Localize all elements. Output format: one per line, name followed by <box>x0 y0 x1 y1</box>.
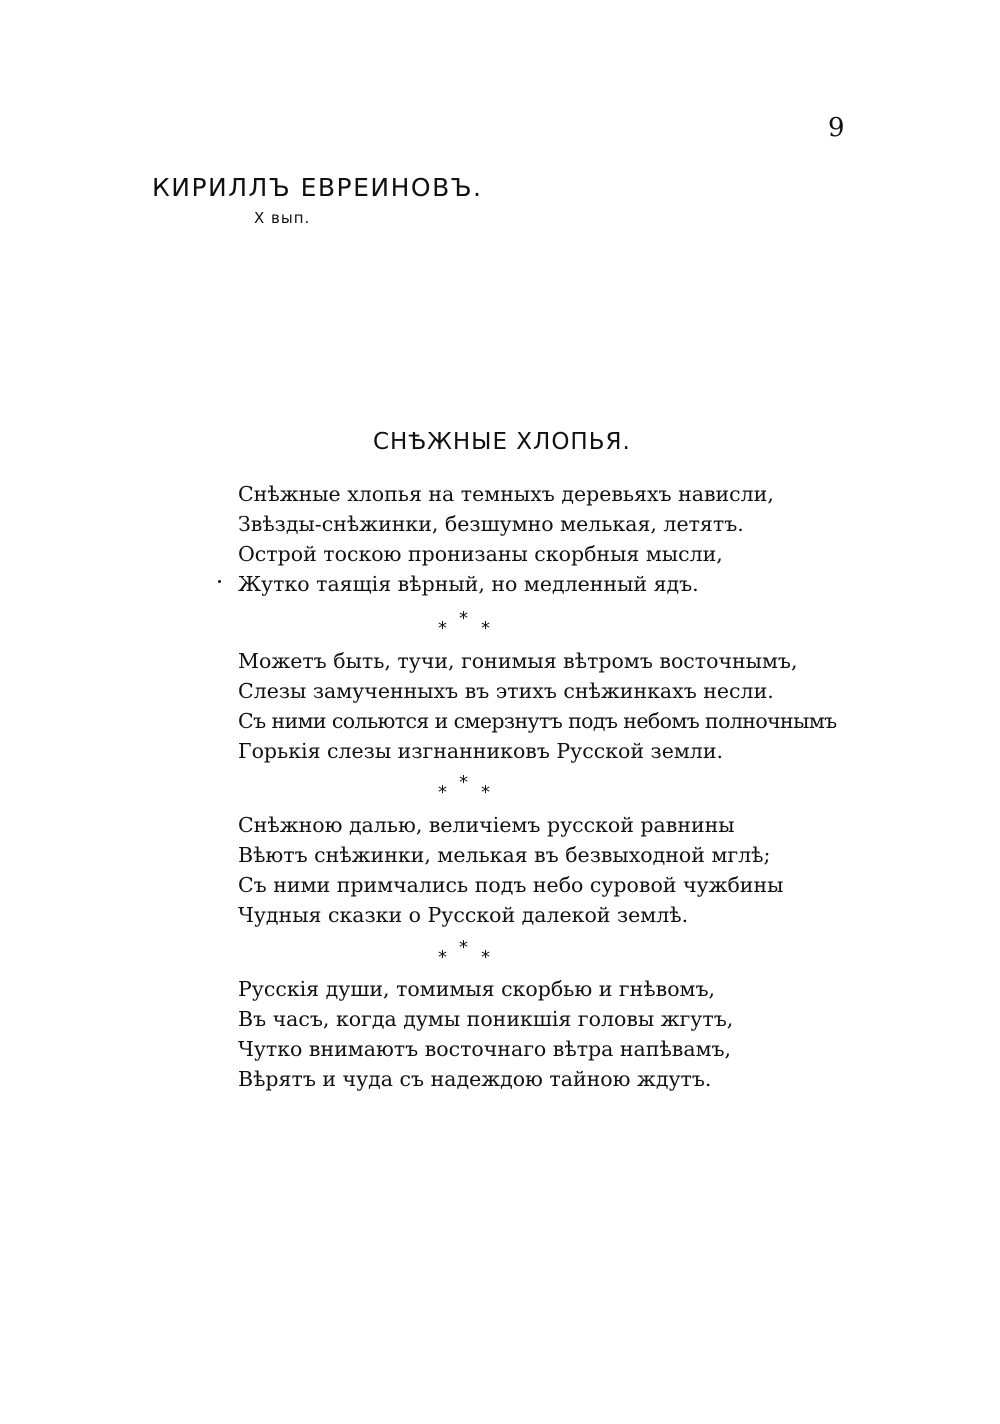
poem-line: Чутко внимаютъ восточнаго вѣтра напѣвамъ, <box>238 1037 732 1061</box>
poem-title: СНѢЖНЫЕ ХЛОПЬЯ. <box>373 429 631 455</box>
stanza-3 <box>238 810 878 930</box>
poem-line: Жутко таящія вѣрный, но медленный ядъ. <box>238 572 699 596</box>
stanza-2 <box>238 646 878 766</box>
stanza-1 <box>238 479 878 599</box>
stanza-4 <box>238 974 878 1094</box>
poem-line: Въ часъ, когда думы поникшія головы жгутъ, <box>238 1007 734 1031</box>
asterism-separator <box>432 937 502 977</box>
asterisk: * <box>459 937 468 958</box>
poem-line: Можетъ быть, тучи, гонимыя вѣтромъ восточнымъ, <box>238 649 798 673</box>
poem-line: Вѣрятъ и чуда съ надеждою тайною ждутъ. <box>238 1067 712 1091</box>
asterisk: * <box>481 782 490 803</box>
author-name: КИРИЛЛЪ ЕВРЕИНОВЪ. <box>152 173 483 202</box>
stray-ink-mark <box>218 580 221 583</box>
poem-line: Острой тоскою пронизаны скорбныя мысли, <box>238 542 723 566</box>
poem-line: Слезы замученныхъ въ этихъ снѣжинкахъ несли. <box>238 679 774 703</box>
asterisk: * <box>459 772 468 793</box>
poem-line: Чудныя сказки о Русской далекой землѣ. <box>238 903 689 927</box>
poem-line: Звѣзды-снѣжинки, безшумно мелькая, летятъ. <box>238 512 744 536</box>
poem-line: Съ ними примчались подъ небо суровой чужбины <box>238 873 784 897</box>
poem-line: Съ ними сольются и смерзнутъ подъ небомъ полночнымъ <box>238 709 837 733</box>
poem-line: Русскія души, томимыя скорбью и гнѣвомъ, <box>238 977 716 1001</box>
poem-line: Вѣютъ снѣжинки, мелькая въ безвыходной мглѣ; <box>238 843 771 867</box>
poem-line: Снѣжные хлопья на темныхъ деревьяхъ нависли, <box>238 482 774 506</box>
asterism-separator <box>432 772 502 812</box>
poem-line: Снѣжною далью, величіемъ русской равнины <box>238 813 735 837</box>
asterism-separator <box>432 608 502 648</box>
author-grade: X вып. <box>254 209 311 227</box>
page-number: 9 <box>828 113 845 143</box>
asterisk: * <box>481 947 490 968</box>
poem-line: Горькія слезы изгнанниковъ Русской земли. <box>238 739 723 763</box>
asterisk: * <box>481 618 490 639</box>
asterisk: * <box>438 947 447 968</box>
asterisk: * <box>438 618 447 639</box>
asterisk: * <box>459 608 468 629</box>
asterisk: * <box>438 782 447 803</box>
